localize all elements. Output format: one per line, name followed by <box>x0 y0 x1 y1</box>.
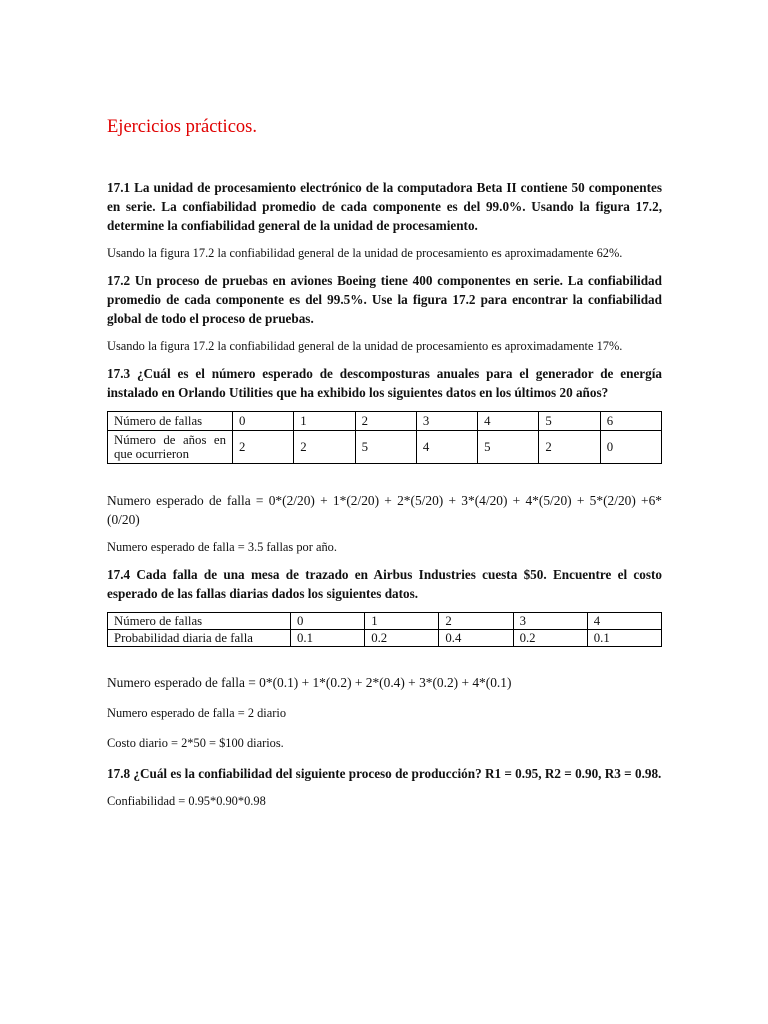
calculation-17-3: Numero esperado de falla = 0*(2/20) + 1*(2/20) + 2*(5/20) + 3*(4/20) + 4*(5/20) + 5*(2/20) +6*(0/20) <box>107 493 662 528</box>
table-cell: 5 <box>539 412 600 431</box>
failures-years-table <box>107 411 662 464</box>
table-cell: 2 <box>233 431 294 464</box>
table-cell: 2 <box>294 431 355 464</box>
question-17-8: 17.8 ¿Cuál es la confiabilidad del siguiente proceso de producción? R1 = 0.95, R2 = 0.90, R3 = 0.98. <box>107 766 662 782</box>
table-cell: 4 <box>416 431 477 464</box>
page-title: Ejercicios prácticos. <box>107 117 257 137</box>
question-17-4: 17.4 Cada falla de una mesa de trazado en Airbus Industries cuesta $50. Encuentre el costo esperado de las fallas diarias dados los siguientes datos. <box>107 567 662 602</box>
table-cell: 4 <box>587 613 661 630</box>
table-cell: 0 <box>233 412 294 431</box>
table-cell: 3 <box>416 412 477 431</box>
calculation-17-4: Numero esperado de falla = 0*(0.1) + 1*(0.2) + 2*(0.4) + 3*(0.2) + 4*(0.1) <box>107 675 512 691</box>
document-content <box>107 116 662 819</box>
table-cell: 5 <box>355 431 416 464</box>
table-cell: 0.1 <box>291 630 365 647</box>
table-cell: 0 <box>291 613 365 630</box>
table-cell: 0.4 <box>439 630 513 647</box>
table-row-label: Número de años en que ocurrieron <box>108 431 233 464</box>
answer-17-8: Confiabilidad = 0.95*0.90*0.98 <box>107 794 266 809</box>
table-row <box>108 412 662 431</box>
table-cell: 0 <box>600 431 661 464</box>
table-row <box>108 431 662 464</box>
table-row-label: Número de fallas <box>108 613 291 630</box>
table-row <box>108 613 662 630</box>
result-17-3: Numero esperado de falla = 3.5 fallas por año. <box>107 540 337 555</box>
table-cell: 1 <box>294 412 355 431</box>
table-cell: 1 <box>365 613 439 630</box>
table-row-label: Número de fallas <box>108 412 233 431</box>
table-row-label: Probabilidad diaria de falla <box>108 630 291 647</box>
table-cell: 6 <box>600 412 661 431</box>
table-cell: 4 <box>478 412 539 431</box>
table-row <box>108 630 662 647</box>
table-cell: 0.2 <box>513 630 587 647</box>
question-17-2: 17.2 Un proceso de pruebas en aviones Boeing tiene 400 componentes en serie. La confiabilidad promedio de cada componente es del 99.5%. Use la figura 17.2 para encontrar la confiabilidad global de todo el proceso de pruebas. <box>107 273 662 327</box>
question-17-3: 17.3 ¿Cuál es el número esperado de descomposturas anuales para el generador de energía instalado en Orlando Utilities que ha exhibido los siguientes datos en los últimos 20 años? <box>107 366 662 401</box>
answer-17-1: Usando la figura 17.2 la confiabilidad general de la unidad de procesamiento es aproximadamente 62%. <box>107 246 623 261</box>
table-cell: 2 <box>539 431 600 464</box>
answer-17-2: Usando la figura 17.2 la confiabilidad general de la unidad de procesamiento es aproximadamente 17%. <box>107 339 623 354</box>
question-17-1: 17.1 La unidad de procesamiento electrónico de la computadora Beta II contiene 50 componentes en serie. La confiabilidad promedio de cada componente es del 99.0%. Usando la figura 17.2, determine la confiabilidad general de la unidad de procesamiento. <box>107 180 662 234</box>
table-cell: 3 <box>513 613 587 630</box>
table-cell: 2 <box>439 613 513 630</box>
result-17-4: Numero esperado de falla = 2 diario <box>107 706 287 721</box>
table-cell: 5 <box>478 431 539 464</box>
daily-failure-probability-table <box>107 612 662 647</box>
table-cell: 0.1 <box>587 630 661 647</box>
cost-17-4: Costo diario = 2*50 = $100 diarios. <box>107 736 284 751</box>
table-cell: 2 <box>355 412 416 431</box>
table-cell: 0.2 <box>365 630 439 647</box>
